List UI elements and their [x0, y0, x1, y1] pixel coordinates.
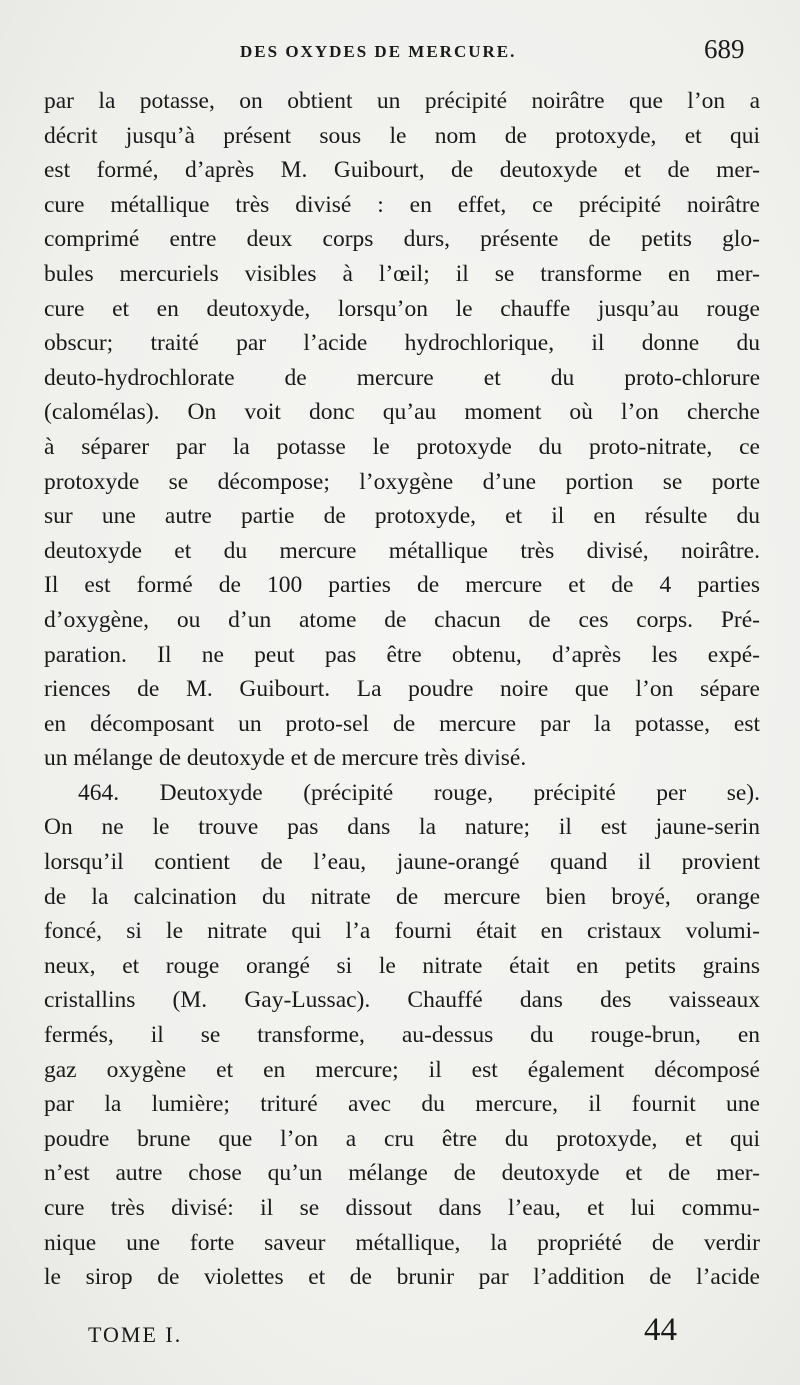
page-footer	[0, 1312, 800, 1362]
text-line: fermés, il se transforme, au-dessus du rouge-brun, en	[44, 1022, 760, 1049]
text-line: en décomposant un proto-sel de mercure par la potasse, est	[44, 710, 760, 737]
text-line: neux, et rouge orangé si le nitrate était en petits grains	[44, 952, 760, 979]
text-line: cristallins (M. Gay-Lussac). Chauffé dans des vaisseaux	[44, 987, 760, 1014]
text-line: On ne le trouve pas dans la nature; il est jaune-serin	[44, 814, 760, 841]
text-line: cure métallique très divisé : en effet, ce précipité noirâtre	[44, 191, 760, 218]
text-line: deuto-hydrochlorate de mercure et du proto-chlorure	[44, 364, 760, 391]
text-line: le sirop de violettes et de brunir par l’addition de l’acide	[44, 1264, 760, 1291]
running-title: DES OXYDES DE MERCURE.	[240, 42, 517, 61]
text-line: paration. Il ne peut pas être obtenu, d’après les expé-	[44, 641, 760, 668]
text-line: à séparer par la potasse le protoxyde du proto-nitrate, ce	[44, 433, 760, 460]
text-line: foncé, si le nitrate qui l’a fourni était en cristaux volumi-	[44, 918, 760, 945]
text-line: bules mercuriels visibles à l’œil; il se transforme en mer-	[44, 260, 760, 287]
sheet-number: 44	[644, 1312, 677, 1348]
text-line: Il est formé de 100 parties de mercure et de 4 parties	[44, 572, 760, 599]
body-text	[44, 84, 760, 1295]
text-line: comprimé entre deux corps durs, présente de petits glo-	[44, 226, 760, 253]
text-line: cure très divisé: il se dissout dans l’eau, et lui commu-	[44, 1195, 760, 1221]
text-line: est formé, d’après M. Guibourt, de deutoxyde et de mer-	[44, 157, 760, 184]
text-line: de la calcination du nitrate de mercure bien broyé, orange	[44, 883, 760, 910]
page-number: 689	[704, 34, 745, 64]
text-line: par la lumière; trituré avec du mercure, il fournit une	[44, 1091, 760, 1118]
text-line: (calomélas). On voit donc qu’au moment où l’on cherche	[44, 399, 760, 426]
text-line: n’est autre chose qu’un mélange de deutoxyde et de mer-	[44, 1160, 760, 1187]
text-line: nique une forte saveur métallique, la propriété de verdir	[44, 1229, 760, 1256]
text-line: riences de M. Guibourt. La poudre noire que l’on sépare	[44, 676, 760, 703]
text-line: cure et en deutoxyde, lorsqu’on le chauffe jusqu’au rouge	[44, 295, 760, 322]
text-line: lorsqu’il contient de l’eau, jaune-orangé quand il provient	[44, 849, 760, 876]
section-heading-line: 464. Deutoxyde (précipité rouge, précipité per se).	[78, 779, 760, 806]
text-line: sur une autre partie de protoxyde, et il en résulte du	[44, 503, 760, 530]
volume-signature: TOME I.	[88, 1322, 183, 1347]
text-line: par la potasse, on obtient un précipité noirâtre que l’on a	[44, 88, 760, 114]
text-line: un mélange de deutoxyde et de mercure très divisé.	[44, 745, 527, 772]
text-line: protoxyde se décompose; l’oxygène d’une portion se porte	[44, 468, 760, 495]
text-line: gaz oxygène et en mercure; il est également décomposé	[44, 1056, 760, 1083]
text-line: d’oxygène, ou d’un atome de chacun de ces corps. Pré-	[44, 606, 760, 633]
text-line: décrit jusqu’à présent sous le nom de protoxyde, et qui	[44, 122, 760, 149]
text-line: deutoxyde et du mercure métallique très divisé, noirâtre.	[44, 537, 760, 564]
running-head	[0, 34, 800, 68]
text-line: obscur; traité par l’acide hydrochlorique, il donne du	[44, 330, 760, 357]
text-line: poudre brune que l’on a cru être du protoxyde, et qui	[44, 1125, 760, 1152]
